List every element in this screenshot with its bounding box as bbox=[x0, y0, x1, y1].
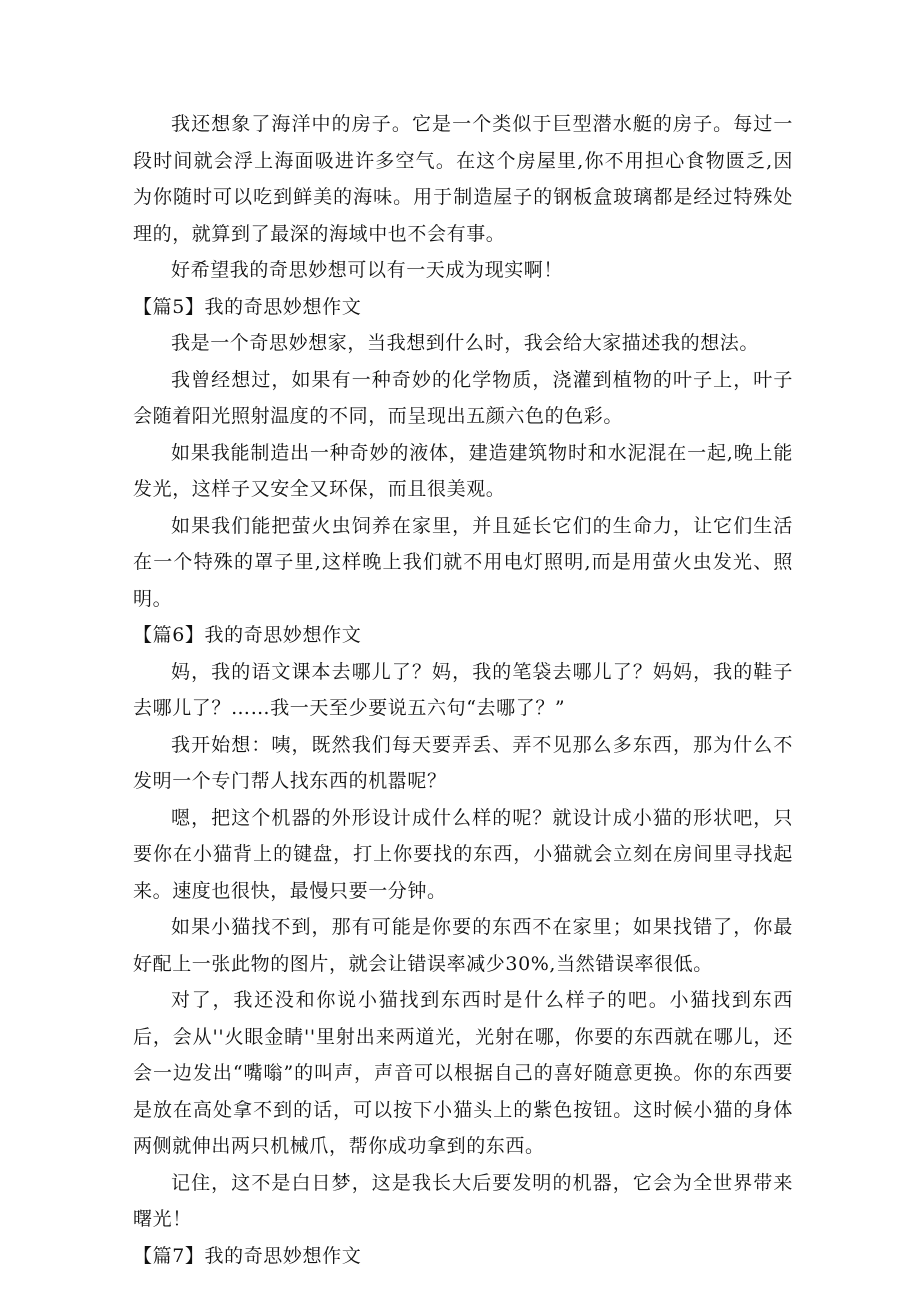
paragraph-intro: 我是一个奇思妙想家，当我想到什么时，我会给大家描述我的想法。 bbox=[171, 332, 760, 354]
paragraph-not-found: 如果小猫找不到，那有可能是你要的东西不在家里；如果找错了，你最好配上一张此物的图片，就会让错误率减少30%,当然错误率很低。 bbox=[133, 916, 793, 975]
paragraph-fireflies: 如果我们能把萤火虫饲养在家里，并且延长它们的生命力，让它们生活在一个特殊的罩子里,这样晚上我们就不用电灯照明,而是用萤火虫发光、照明。 bbox=[133, 514, 793, 610]
paragraph-idea: 我开始想：咦，既然我们每天要弄丢、弄不见那么多东西，那为什么不发明一个专门帮人找东西的机嚣呢？ bbox=[133, 733, 793, 792]
section-heading-6: 【篇6】我的奇思妙想作文 bbox=[133, 624, 362, 646]
paragraph-mom: 妈，我的语文课本去哪儿了？妈，我的笔袋去哪儿了？妈妈，我的鞋子去哪儿了？……我一天至少要说五六句“去哪了？” bbox=[133, 660, 793, 719]
paragraph-remember: 记住，这不是白日梦，这是我长大后要发明的机器，它会为全世界带来曙光！ bbox=[133, 1171, 793, 1230]
paragraph-chemical: 我曾经想过，如果有一种奇妙的化学物质，浇灌到植物的叶子上，叶子会随着阳光照射温度的不同，而呈现出五颜六色的色彩。 bbox=[133, 368, 793, 427]
paragraph-ocean-house: 我还想象了海洋中的房子。它是一个类似于巨型潜水艇的房子。每过一段时间就会浮上海面吸进许多空气。在这个房屋里,你不用担心食物匮乏,因为你随时可以吃到鲜美的海味。用于制造屋子的钢板盒玻璃都是经过特殊处理的，就算到了最深的海域中也不会有事。 bbox=[133, 113, 793, 245]
paragraph-wish: 好希望我的奇思妙想可以有一天成为现实啊！ bbox=[171, 259, 564, 281]
paragraph-cat-design: 嗯，把这个机器的外形设计成什么样的呢？就设计成小猫的形状吧，只要你在小猫背上的键盘，打上你要找的东西，小猫就会立刻在房间里寻找起来。速度也很快，最慢只要一分钟。 bbox=[133, 806, 793, 902]
section-heading-7: 【篇7】我的奇思妙想作文 bbox=[133, 1244, 362, 1267]
paragraph-liquid: 如果我能制造出一种奇妙的液体，建造建筑物时和水泥混在一起,晚上能发光，这样子又安全又环保，而且很美观。 bbox=[133, 441, 793, 500]
paragraph-cat-found: 对了，我还没和你说小猫找到东西时是什么样子的吧。小猫找到东西后，会从''火眼金睛''里射出来两道光，光射在哪，你要的东西就在哪儿，还会一边发出“嘴嗡”的叫声，声音可以根据自己的喜好随意更换。你的东西要是放在高处拿不到的话，可以按下小猫头上的紫色按钮。这时候小猫的身体两侧就伸出两只机械爪，帮你成功拿到的东西。 bbox=[133, 989, 793, 1157]
section-heading-5: 【篇5】我的奇思妙想作文 bbox=[133, 295, 362, 318]
document-body bbox=[133, 106, 793, 1274]
